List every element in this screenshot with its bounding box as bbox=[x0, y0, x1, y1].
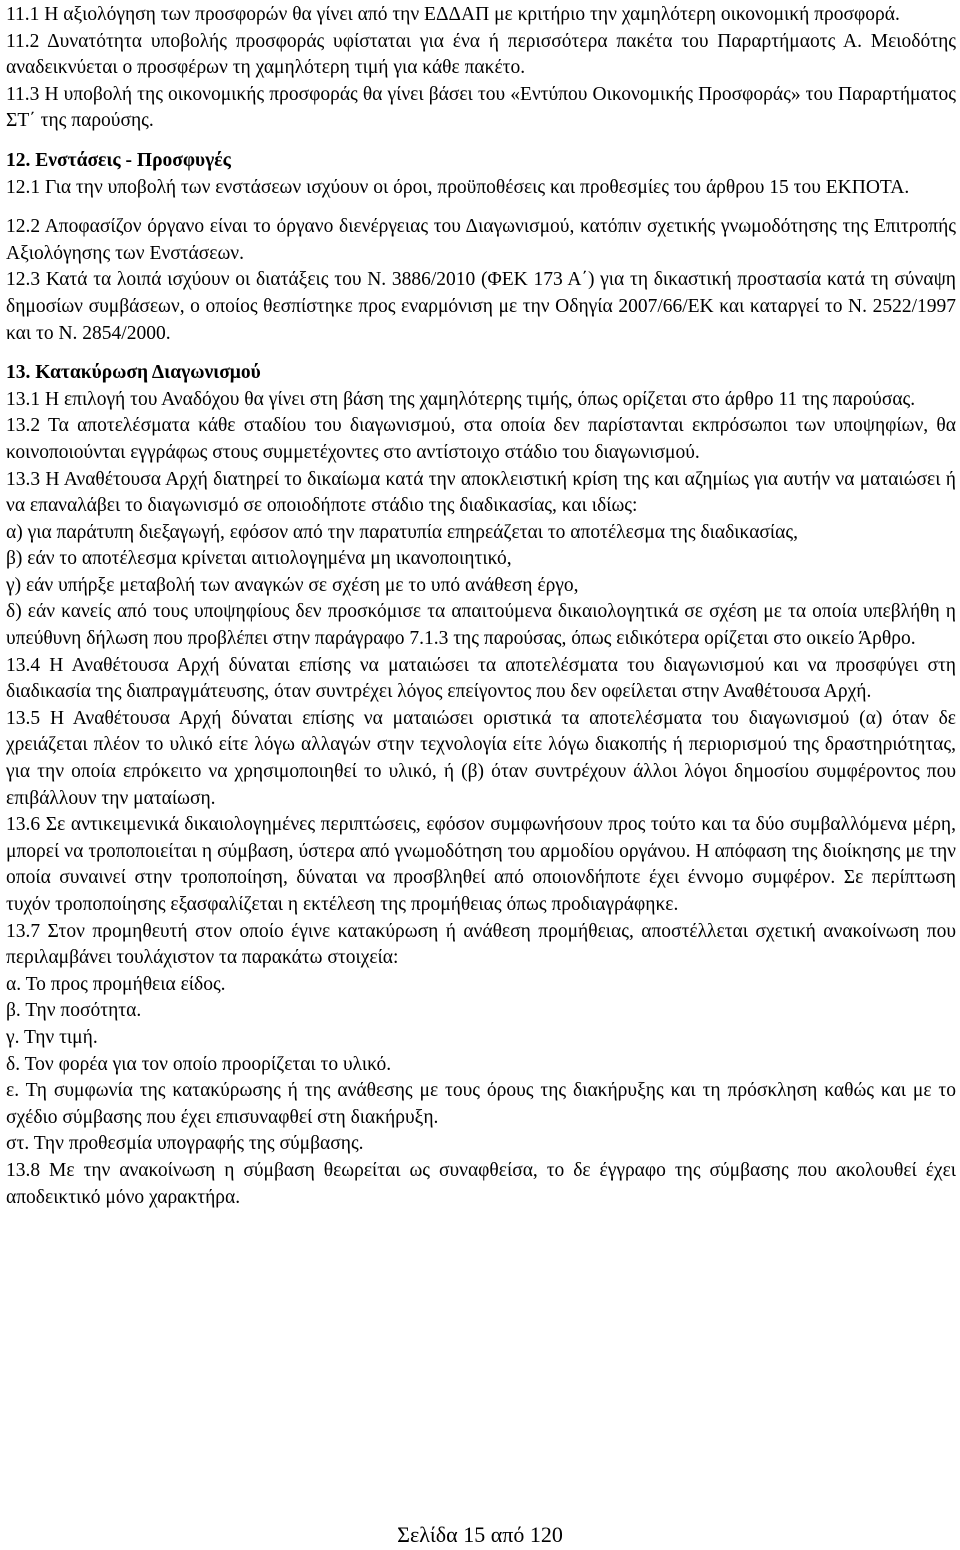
document-page bbox=[6, 2, 956, 1211]
list-item-13-7-e: ε. Τη συμφωνία της κατακύρωσης ή της ανάθεσης με τους όρους της διακήρυξης και τη πρόσκληση καθώς και με το σχέδιο σύμβασης που έχει επισυναφθεί στη διακήρυξη. bbox=[6, 1080, 956, 1128]
section-heading-13: 13. Κατακύρωση Διαγωνισμού bbox=[6, 362, 261, 384]
paragraph-13-5: 13.5 Η Αναθέτουσα Αρχή δύναται επίσης να ματαιώσει οριστικά τα αποτελέσματα του διαγωνισμού (α) όταν δε χρειάζεται πλέον το υλικό είτε λόγω αλλαγών στην τεχνολογία είτε λόγω διακοπής ή περιορισμού της δραστηριότητας, για την οποία επρόκειτο να χρησιμοποιηθεί το υλικό, ή (β) όταν συντρέχουν άλλοι λόγοι δημοσίου συμφέροντος που επιβάλλουν την ματαίωση. bbox=[6, 707, 956, 809]
paragraph-13-3: 13.3 Η Αναθέτουσα Αρχή διατηρεί το δικαίωμα κατά την αποκλειστική κρίση της και αζημίως για αυτήν να ματαιώσει ή να επαναλάβει το διαγωνισμό σε οποιοδήποτε στάδιο της διαδικασίας, και ιδίως: bbox=[6, 468, 956, 517]
list-item-13-7-a: α. Το προς προμήθεια είδος. bbox=[6, 973, 226, 995]
list-item-13-7-st: στ. Την προθεσμία υπογραφής της σύμβασης. bbox=[6, 1133, 364, 1155]
page-number-footer: Σελίδα 15 από 120 bbox=[397, 1522, 563, 1547]
paragraph-11-3: 11.3 Η υποβολή της οικονομικής προσφοράς θα γίνει βάσει του «Εντύπου Οικονομικής Προσφοράς» του Παραρτήματος ΣΤ΄ της παρούσης. bbox=[6, 83, 956, 132]
paragraph-12-2: 12.2 Αποφασίζον όργανο είναι το όργανο διενέργειας του Διαγωνισμού, κατόπιν σχετικής γνωμοδότησης της Επιτροπής Αξιολόγησης των Ενστάσεων. bbox=[6, 216, 956, 264]
paragraph-13-1: 13.1 Η επιλογή του Αναδόχου θα γίνει στη βάση της χαμηλότερης τιμής, όπως ορίζεται στο άρθρο 11 της παρούσας. bbox=[6, 388, 916, 410]
paragraph-13-2: 13.2 Τα αποτελέσματα κάθε σταδίου του διαγωνισμού, στα οποία δεν παρίστανται εκπρόσωποι των υποψηφίων, θα κοινοποιούνται εγγράφως στους συμμετέχοντες στο αντίστοιχο στάδιο του διαγωνισμού. bbox=[6, 415, 956, 463]
list-item-13-3-d: δ) εάν κανείς από τους υποψηφίους δεν προσκόμισε τα απαιτούμενα δικαιολογητικά σε σχέση με τα οποία υπεβλήθη η υπεύθυνη δήλωση που προβλέπει στην παράγραφο 7.1.3 της παρούσας, όπως ειδικότερα ορίζεται στο οικείο Άρθρο. bbox=[6, 601, 956, 650]
paragraph-13-6: 13.6 Σε αντικειμενικά δικαιολογημένες περιπτώσεις, εφόσον συμφωνήσουν προς τούτο και τα δύο συμβαλλόμενα μέρη, μπορεί να τροποποιείται η σύμβαση, ύστερα από γνωμοδότηση του αρμοδίου οργάνου. Η απόφαση της διοίκησης με την οποία συναινεί στην τροποποίηση, δύναται να προσβληθεί από οποιονδήποτε έχει έννομο συμφέρον. Σε περίπτωση τυχόν τροποποίησης εξασφαλίζεται η εκτέλεση της προμήθειας όπως προδιαγράφηκε. bbox=[6, 814, 956, 915]
paragraph-12-1: 12.1 Για την υποβολή των ενστάσεων ισχύουν οι όροι, προϋποθέσεις και προθεσμίες του άρθρου 15 του ΕΚΠΟΤΑ. bbox=[6, 176, 910, 198]
list-item-13-3-a: α) για παράτυπη διεξαγωγή, εφόσον από την παρατυπία επηρεάζεται το αποτέλεσμα της διαδικασίας, bbox=[6, 521, 798, 543]
list-item-13-3-c: γ) εάν υπήρξε μεταβολή των αναγκών σε σχέση με το υπό ανάθεση έργο, bbox=[6, 574, 579, 596]
paragraph-13-4: 13.4 Η Αναθέτουσα Αρχή δύναται επίσης να ματαιώσει τα αποτελέσματα του διαγωνισμού και να προσφύγει στη διαδικασία της διαπραγμάτευσης, όταν συντρέχει λόγος επείγοντος που δεν οφείλεται στην Αναθέτουσα Αρχή. bbox=[6, 654, 956, 703]
section-heading-12: 12. Ενστάσεις - Προσφυγές bbox=[6, 149, 231, 171]
list-item-13-3-b: β) εάν το αποτέλεσμα κρίνεται αιτιολογημένα μη ικανοποιητικό, bbox=[6, 548, 512, 570]
paragraph-12-3: 12.3 Κατά τα λοιπά ισχύουν οι διατάξεις του Ν. 3886/2010 (ΦΕΚ 173 Α΄) για τη δικαστική προστασία κατά τη σύναψη δημοσίων συμβάσεων, ο οποίος θεσπίστηκε προς εναρμόνιση με την Οδηγία 2007/66/ΕΚ και καταργεί το Ν. 2522/1997 και το Ν. 2854/2000. bbox=[6, 269, 956, 344]
list-item-13-7-c: γ. Την τιμή. bbox=[6, 1026, 98, 1048]
paragraph-13-8: 13.8 Με την ανακοίνωση η σύμβαση θεωρείται ως συναφθείσα, το δε έγγραφο της σύμβασης που ακολουθεί έχει αποδεικτικό μόνο χαρακτήρα. bbox=[6, 1159, 956, 1208]
list-item-13-7-b: β. Την ποσότητα. bbox=[6, 1000, 142, 1022]
list-item-13-7-d: δ. Τον φορέα για τον οποίο προορίζεται το υλικό. bbox=[6, 1053, 392, 1075]
paragraph-13-7: 13.7 Στον προμηθευτή στον οποίο έγινε κατακύρωση ή ανάθεση προμήθειας, αποστέλλεται σχετική ανακοίνωση που περιλαμβάνει τουλάχιστον τα παρακάτω στοιχεία: bbox=[6, 920, 956, 969]
paragraph-11-2: 11.2 Δυνατότητα υποβολής προσφοράς υφίσταται για ένα ή περισσότερα πακέτα του Παραρτήμαοτς Α. Μειοδότης αναδεικνύεται ο προσφέρων τη χαμηλότερη τιμή για κάθε πακέτο. bbox=[6, 30, 956, 79]
paragraph-11-1: 11.1 Η αξιολόγηση των προσφορών θα γίνει από την ΕΔΔΑΠ με κριτήριο την χαμηλότερη οικονομική προσφορά. bbox=[6, 4, 900, 25]
